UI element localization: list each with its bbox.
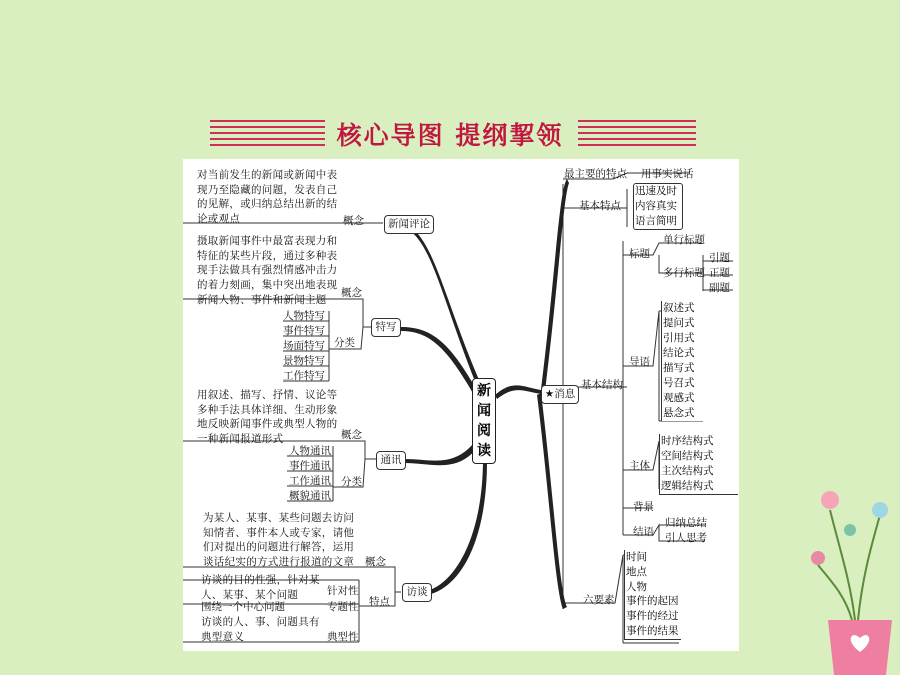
interview-concept-text: 为某人、某事、某些问题去访问知情者、事件本人或专家，请他们对提出的问题进行解答，运用谈话纪实的方式进行报道的文章 — [203, 512, 355, 569]
lead-item: 观感式 — [663, 392, 695, 404]
lead-item: 描写式 — [663, 362, 695, 374]
news-most-important-value: 用事实说话 — [641, 168, 694, 180]
news-lead-list — [661, 301, 704, 421]
interview-feature-text-0: 访谈的目的性强，针对某人、某事、某个问题 — [201, 574, 320, 601]
basic-feature-item: 语言简明 — [635, 215, 677, 227]
lead-item: 结论式 — [663, 347, 695, 359]
tongxun-type-0: 人物通讯 — [289, 445, 331, 457]
interview-feature-label-0: 针对性 — [327, 585, 359, 597]
mind-map-panel — [183, 159, 739, 651]
tongxun-types-label: 分类 — [341, 476, 362, 488]
interview-feature-text-1: 围绕一个中心问题 — [201, 601, 285, 613]
news-six-elements-list — [624, 550, 681, 640]
title-stripes-right — [578, 120, 696, 148]
page-title: 核心导图 提纲挈领 — [336, 121, 564, 150]
news-structure-label: 基本结构 — [581, 379, 623, 391]
feature-types-label: 分类 — [334, 337, 355, 349]
news-background-label: 背景 — [633, 501, 654, 513]
center-node — [472, 378, 496, 464]
six-element-item: 人物 — [626, 580, 647, 593]
interview-feature-label-1: 专题性 — [327, 601, 359, 613]
tongxun-concept-label: 概念 — [341, 429, 362, 441]
center-char: 新 — [477, 383, 491, 399]
lead-item: 叙述式 — [663, 302, 695, 314]
six-element-item: 事件的起因 — [626, 595, 679, 608]
lead-item: 号召式 — [663, 377, 695, 389]
tongxun-type-3: 概貌通讯 — [289, 490, 331, 502]
interview-node: 访谈 — [402, 583, 432, 602]
feature-type-0: 人物特写 — [283, 310, 325, 322]
interview-feature-label-2: 典型性 — [327, 631, 359, 643]
body-item: 主次结构式 — [661, 465, 714, 477]
news-basic-features-label: 基本特点 — [579, 200, 621, 212]
news-title-multi-2: 副题 — [709, 282, 730, 294]
tongxun-type-2: 工作通讯 — [289, 475, 331, 487]
basic-feature-item: 内容真实 — [635, 200, 677, 212]
feature-type-4: 工作特写 — [283, 370, 325, 382]
feature-concept-label: 概念 — [341, 287, 362, 299]
feature-concept-text: 摄取新闻事件中最富表现力和特征的某些片段，通过多种表现手法做具有强烈情感冲击力的着力刻画，集中突出地表现新闻人物、事件和新闻主题 — [197, 235, 338, 306]
basic-feature-item: 迅速及时 — [635, 185, 677, 197]
news-six-elements-label: 六要素 — [583, 594, 615, 606]
news-title-label: 标题 — [629, 248, 650, 260]
news-title-multi-1: 正题 — [709, 267, 730, 279]
ending-item: 归纳总结 — [665, 517, 707, 529]
feature-node: 特写 — [371, 318, 401, 337]
center-char: 阅 — [477, 423, 491, 439]
six-element-item: 事件的经过 — [626, 610, 679, 623]
news-ending-label: 结语 — [633, 526, 654, 538]
news-node: ★消息 — [541, 385, 579, 404]
review-concept-text: 对当前发生的新闻或新闻中表现乃至隐藏的问题，发表自己的见解，或归纳总结出新的结论或观点 — [197, 169, 338, 226]
tongxun-concept-text: 用叙述、描写、抒情、议论等多种手法具体详细、生动形象地反映新闻事件或典型人物的一种新闻报道形式 — [197, 389, 338, 446]
lead-item: 引用式 — [663, 332, 695, 344]
news-title-single: 单行标题 — [663, 234, 705, 246]
center-char: 闻 — [477, 403, 491, 419]
title-stripes-left — [210, 120, 325, 148]
news-title-multi-0: 引题 — [709, 252, 730, 264]
flower-pot-decoration — [800, 470, 900, 675]
body-item: 空间结构式 — [661, 450, 714, 462]
ending-item: 引人思考 — [665, 532, 707, 544]
header-banner — [0, 110, 900, 156]
tongxun-type-1: 事件通讯 — [289, 460, 331, 472]
news-basic-features-box — [633, 183, 683, 230]
news-body-label: 主体 — [629, 460, 650, 472]
lead-item: 悬念式 — [663, 407, 695, 419]
news-title-multi: 多行标题 — [663, 267, 705, 279]
interview-concept-label: 概念 — [365, 556, 386, 568]
feature-type-1: 事件特写 — [283, 325, 325, 337]
body-item: 逻辑结构式 — [661, 480, 714, 492]
news-body-list — [659, 434, 738, 495]
feature-type-2: 场面特写 — [283, 340, 325, 352]
review-concept-label: 概念 — [343, 215, 364, 227]
feature-type-3: 景物特写 — [283, 355, 325, 367]
six-element-item: 地点 — [626, 565, 647, 578]
news-lead-label: 导语 — [629, 356, 650, 368]
six-element-item: 事件的结果 — [626, 624, 679, 637]
lead-item: 提问式 — [663, 317, 695, 329]
news-most-important-label: 最主要的特点 — [564, 168, 627, 180]
six-element-item: 时间 — [626, 551, 647, 563]
body-item: 时序结构式 — [661, 435, 714, 447]
center-char: 读 — [477, 443, 491, 459]
tongxun-node: 通讯 — [376, 451, 406, 470]
interview-feature-text-2: 访谈的人、事、问题具有典型意义 — [201, 616, 320, 643]
review-node: 新闻评论 — [384, 215, 434, 234]
interview-features-label: 特点 — [369, 596, 390, 608]
